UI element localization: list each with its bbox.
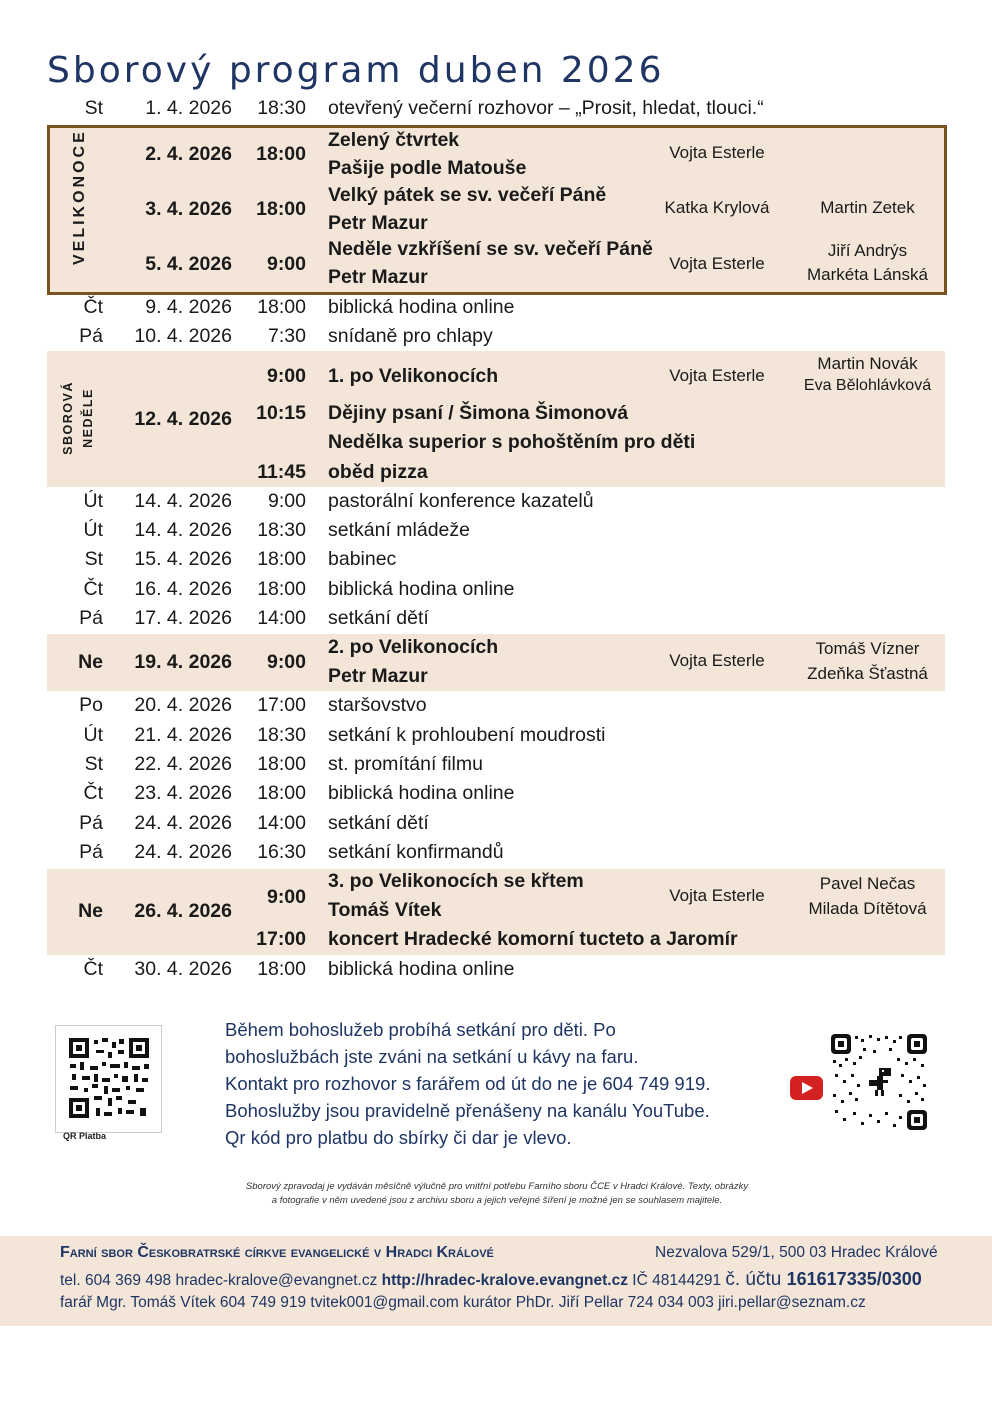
date: 12. 4. 2026: [134, 408, 232, 430]
parish-sunday-label-1: SBOROVÁ: [61, 381, 75, 455]
event: snídaně pro chlapy: [328, 325, 493, 347]
day: Ne: [78, 651, 103, 673]
date: 19. 4. 2026: [134, 651, 232, 673]
qr-label: QR Platba: [63, 1131, 107, 1141]
day: St: [84, 97, 103, 119]
qr-code-dino-icon: [831, 1034, 927, 1130]
info-line: Během bohoslužeb probíhá setkání pro děti. Po: [225, 1019, 616, 1040]
service-person: Martin Novák: [817, 354, 918, 373]
time: 16:30: [257, 841, 306, 863]
event-subtitle: Pašije podle Matouše: [328, 157, 527, 179]
day: Čt: [83, 958, 103, 980]
time: 9:00: [266, 253, 306, 275]
payment-qr-code[interactable]: [55, 1025, 162, 1133]
event: setkání k prohloubení moudrosti: [328, 724, 606, 746]
day: Út: [83, 519, 103, 541]
date: 30. 4. 2026: [134, 958, 232, 980]
day: Út: [83, 724, 103, 746]
event-subtitle: Petr Mazur: [328, 266, 428, 288]
event-title: Velký pátek se sv. večeří Páně: [328, 184, 607, 206]
event-title: Neděle vzkříšení se sv. večeří Páně: [328, 238, 653, 260]
event: staršovstvo: [328, 694, 427, 716]
event-title: 2. po Velikonocích: [328, 636, 499, 658]
date: 5. 4. 2026: [145, 253, 232, 275]
account-number: 161617335/0300: [786, 1269, 922, 1289]
company-id: IČ 48144291: [627, 1272, 726, 1289]
date: 2. 4. 2026: [145, 143, 232, 165]
event-subtitle: Tomáš Vítek: [328, 899, 442, 921]
youtube-qr-code[interactable]: [831, 1034, 927, 1130]
day: Čt: [83, 782, 103, 804]
day: Pá: [79, 325, 103, 347]
day: Pá: [79, 841, 103, 863]
event: otevřený večerní rozhovor – „Prosit, hledat, tlouci.“: [328, 97, 764, 119]
time: 11:45: [257, 461, 306, 483]
phone-email: tel. 604 369 498 hradec-kralove@evangnet.cz: [60, 1272, 382, 1289]
easter-label: VELIKONOCE: [71, 129, 88, 265]
event: setkání konfirmandů: [328, 841, 504, 863]
day: St: [84, 548, 103, 570]
day: Čt: [83, 578, 103, 600]
event-title: 3. po Velikonocích se křtem: [328, 870, 584, 892]
service-person: Milada Dítětová: [808, 899, 927, 918]
service-person: Vojta Esterle: [669, 366, 765, 385]
contact-line: [60, 1269, 922, 1291]
date: 23. 4. 2026: [134, 782, 232, 804]
date: 20. 4. 2026: [134, 694, 232, 716]
event-title: koncert Hradecké komorní tucteto a Jaromír: [328, 928, 738, 950]
event-subtitle: Petr Mazur: [328, 212, 428, 234]
date: 26. 4. 2026: [134, 900, 232, 922]
event: biblická hodina online: [328, 296, 515, 318]
date: 17. 4. 2026: [134, 607, 232, 629]
info-line: Kontakt pro rozhovor s farářem od út do ne je 604 749 919.: [225, 1073, 711, 1094]
day: St: [84, 753, 103, 775]
service-person: Vojta Esterle: [669, 143, 765, 162]
date: 21. 4. 2026: [134, 724, 232, 746]
disclaimer-line: a fotografie v něm uvedené jsou z archivu sboru a jejich veřejné šíření je možné jen se souhlasem majitele.: [271, 1195, 723, 1206]
time: 18:00: [257, 578, 306, 600]
service-person: Tomáš Vízner: [815, 639, 920, 658]
parish-sunday-label-2: NEDĚLE: [81, 388, 95, 448]
time: 10:15: [256, 402, 306, 424]
service-person: Vojta Esterle: [669, 254, 765, 273]
event: babinec: [328, 548, 397, 570]
service-person: Markéta Lánská: [807, 265, 928, 284]
service-person: Zdeňka Šťastná: [807, 664, 928, 683]
date: 1. 4. 2026: [145, 97, 232, 119]
event-title: Zelený čtvrtek: [328, 129, 460, 151]
event: setkání dětí: [328, 607, 429, 629]
day: Pá: [79, 607, 103, 629]
event: biblická hodina online: [328, 782, 515, 804]
date: 9. 4. 2026: [145, 296, 232, 318]
info-text: [225, 1016, 710, 1151]
service-person: Jiří Andrýs: [827, 241, 908, 260]
pastor-contact-line: farář Mgr. Tomáš Vítek 604 749 919 tvitek001@gmail.com kurátor PhDr. Jiří Pellar 724 034 003 jiri.pellar@seznam.cz: [60, 1294, 866, 1311]
service-person: Eva Bělohlávková: [803, 377, 932, 394]
time: 17:00: [257, 694, 306, 716]
time: 18:00: [256, 143, 306, 165]
day: Čt: [83, 296, 103, 318]
account-label: č. účtu: [725, 1269, 787, 1290]
org-address: Nezvalova 529/1, 500 03 Hradec Králové: [655, 1244, 938, 1261]
date: 14. 4. 2026: [134, 519, 232, 541]
time: 14:00: [257, 607, 306, 629]
service-person: Vojta Esterle: [669, 651, 765, 670]
disclaimer: [212, 1180, 782, 1208]
service-person: Katka Krylová: [664, 198, 770, 217]
date: 10. 4. 2026: [134, 325, 232, 347]
youtube-icon[interactable]: [790, 1076, 823, 1100]
website-link[interactable]: http://hradec-kralove.evangnet.cz: [381, 1272, 628, 1289]
date: 3. 4. 2026: [145, 198, 232, 220]
service-person: Martin Zetek: [820, 198, 915, 217]
time: 18:30: [257, 519, 306, 541]
event: biblická hodina online: [328, 958, 515, 980]
event-subtitle: Petr Mazur: [328, 665, 428, 687]
time: 18:30: [257, 97, 306, 119]
event: setkání dětí: [328, 812, 429, 834]
day: Ne: [78, 900, 103, 922]
info-line: Qr kód pro platbu do sbírky či dar je vlevo.: [225, 1127, 572, 1148]
time: 9:00: [266, 651, 306, 673]
time: 14:00: [257, 812, 306, 834]
disclaimer-line: Sborový zpravodaj je vydáván měsíčně výlučně pro vnitřní potřebu Farního sboru ČCE v Hradci Králové. Texty, obrázky: [245, 1181, 749, 1192]
org-name: Farní sbor Českobratrské církve evangelické v Hradci Králové: [60, 1244, 494, 1261]
event: 1. po Velikonocích: [328, 365, 499, 387]
event: Dějiny psaní / Šimona Šimonová: [328, 402, 629, 424]
time: 9:00: [266, 365, 306, 387]
time: 18:00: [257, 753, 306, 775]
time: 17:00: [256, 928, 306, 950]
date: 24. 4. 2026: [134, 812, 232, 834]
date: 16. 4. 2026: [134, 578, 232, 600]
date: 22. 4. 2026: [134, 753, 232, 775]
schedule-row: [47, 97, 945, 125]
info-line: Bohoslužby jsou pravidelně přenášeny na kanálu YouTube.: [225, 1100, 710, 1121]
date: 14. 4. 2026: [134, 490, 232, 512]
time: 9:00: [266, 886, 306, 908]
time: 7:30: [268, 325, 306, 347]
date: 15. 4. 2026: [134, 548, 232, 570]
day: Pá: [79, 812, 103, 834]
qr-code-icon: [56, 1026, 161, 1132]
page-title: Sborový program duben 2026: [47, 50, 665, 91]
service-person: Vojta Esterle: [669, 886, 765, 905]
time: 18:00: [257, 548, 306, 570]
event: oběd pizza: [328, 461, 428, 483]
service-person: Pavel Nečas: [819, 874, 916, 893]
event: setkání mládeže: [328, 519, 470, 541]
time: 18:00: [257, 296, 306, 318]
event: pastorální konference kazatelů: [328, 490, 594, 512]
day: Út: [83, 490, 103, 512]
time: 18:00: [256, 198, 306, 220]
time: 18:00: [257, 958, 306, 980]
info-line: bohoslužbách jste zváni na setkání u kávy na faru.: [225, 1046, 639, 1067]
event: Nedělka superior s pohoštěním pro děti: [328, 431, 696, 453]
date: 24. 4. 2026: [134, 841, 232, 863]
time: 18:00: [257, 782, 306, 804]
time: 18:30: [257, 724, 306, 746]
time: 9:00: [268, 490, 306, 512]
event: biblická hodina online: [328, 578, 515, 600]
day: Po: [79, 694, 103, 716]
event: st. promítání filmu: [328, 753, 483, 775]
